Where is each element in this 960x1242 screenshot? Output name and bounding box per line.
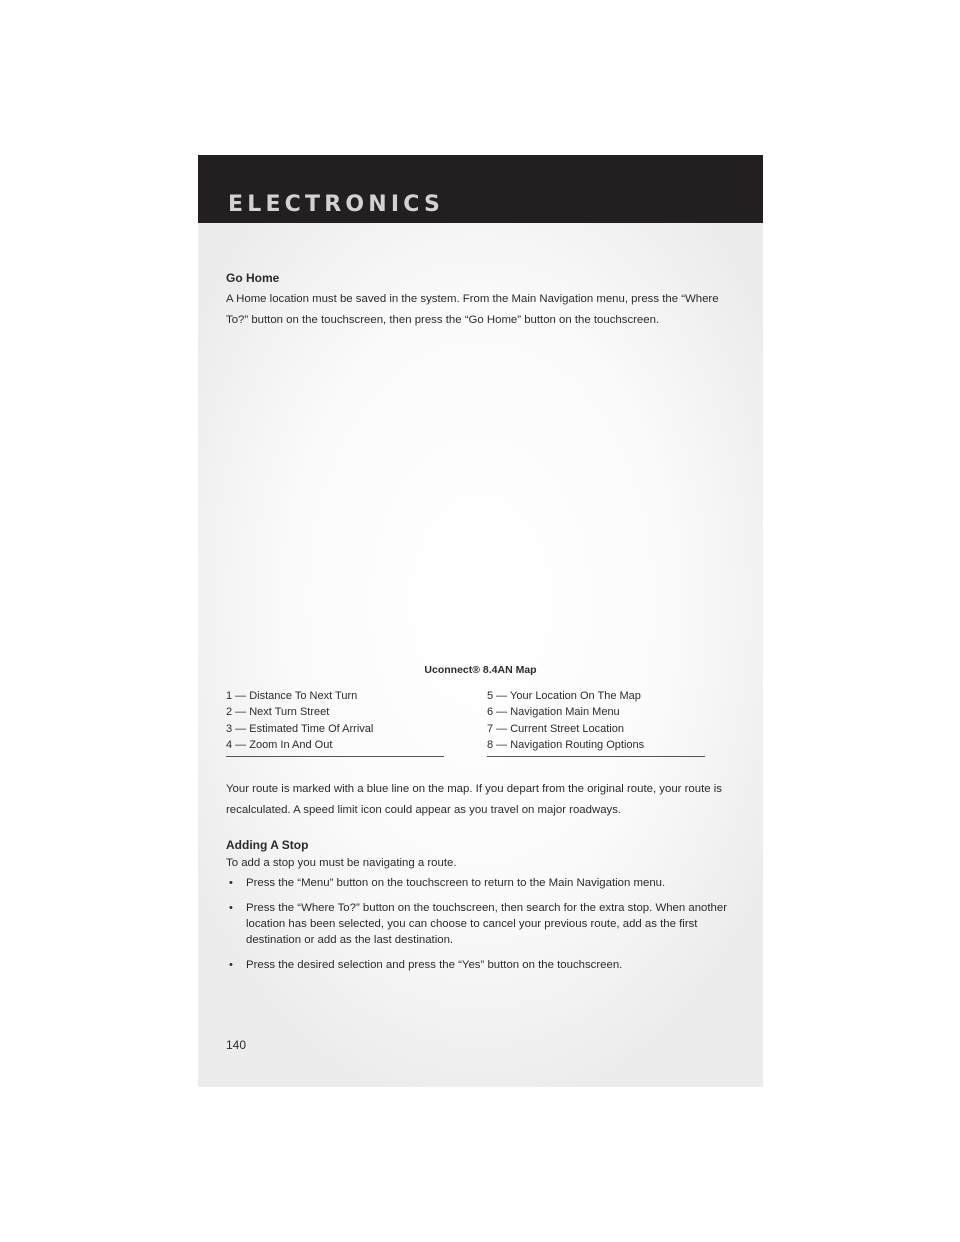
step-text: Press the “Where To?” button on the touchscreen, then search for the extra stop. When another location has been selected, you can choose to cancel your previous route, add as the first destination or add as the last destination. — [246, 902, 727, 946]
legend-item: 6 — Navigation Main Menu — [487, 706, 620, 719]
legend-item: 8 — Navigation Routing Options — [487, 738, 645, 751]
figure-legend-right — [487, 688, 705, 757]
legend-item: 2 — Next Turn Street — [226, 706, 330, 719]
list-item — [226, 875, 738, 891]
manual-page — [198, 155, 763, 1087]
step-text: Press the desired selection and press the “Yes” button on the touchscreen. — [246, 959, 623, 971]
figure-legend-left — [226, 688, 444, 757]
legend-item: 4 — Zoom In And Out — [226, 738, 333, 751]
adding-stop-intro: To add a stop you must be navigating a route. — [226, 857, 457, 869]
adding-stop-heading: Adding A Stop — [226, 838, 309, 852]
bullet-icon: • — [229, 877, 233, 889]
page-number: 140 — [226, 1038, 247, 1052]
route-paragraph: Your route is marked with a blue line on the map. If you depart from the original route, your route is recalculated. A speed limit icon could appear as you travel on major roadways. — [226, 783, 722, 816]
list-item — [226, 957, 738, 973]
bullet-icon: • — [229, 902, 233, 914]
step-text: Press the “Menu” button on the touchscreen to return to the Main Navigation menu. — [246, 877, 666, 889]
list-item — [226, 900, 738, 948]
adding-stop-steps — [226, 875, 738, 982]
go-home-paragraph: A Home location must be saved in the system. From the Main Navigation menu, press the “Where To?” button on the touchscreen, then press the “Go Home” button on the touchscreen. — [226, 293, 719, 326]
legend-item: 7 — Current Street Location — [487, 722, 624, 735]
section-header — [198, 155, 763, 223]
bullet-icon: • — [229, 959, 233, 971]
section-title: ELECTRONICS — [228, 192, 445, 217]
legend-item: 1 — Distance To Next Turn — [226, 690, 358, 702]
figure-caption: Uconnect® 8.4AN Map — [424, 664, 537, 676]
go-home-heading: Go Home — [226, 271, 280, 285]
legend-item: 5 — Your Location On The Map — [487, 690, 641, 702]
legend-item: 3 — Estimated Time Of Arrival — [226, 722, 374, 735]
